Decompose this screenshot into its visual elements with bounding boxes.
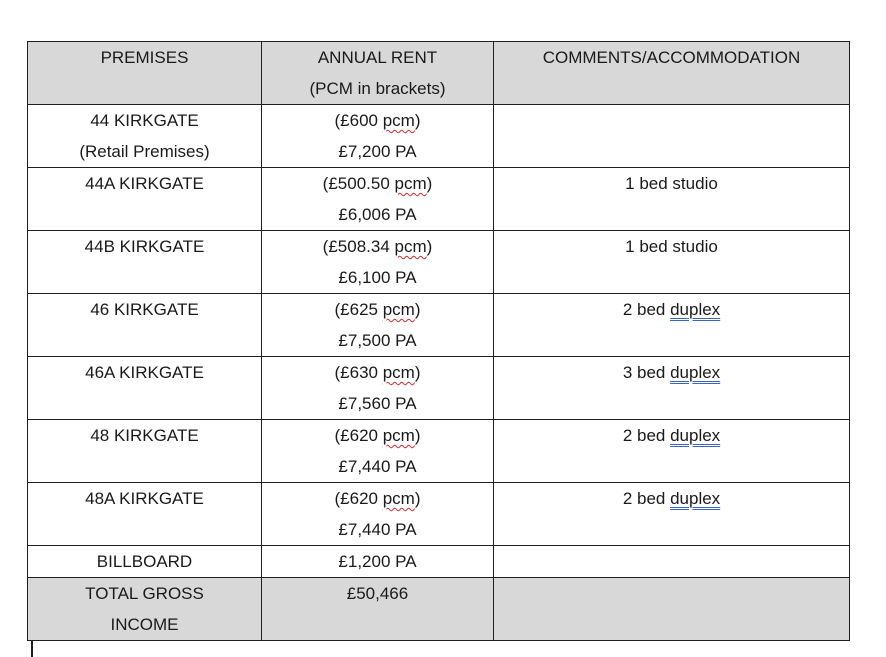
premises-cell: BILLBOARD (28, 546, 262, 578)
premises-cell (28, 483, 262, 546)
pcm-text: (£500.50 pcm) (322, 174, 433, 193)
table-row (28, 483, 850, 546)
rent-cell (262, 231, 494, 294)
comment-text: 1 bed studio (625, 174, 718, 193)
pcm-text: (£625 pcm) (334, 300, 421, 319)
comment-cell (494, 420, 850, 483)
pa-text: £7,500 PA (338, 331, 417, 350)
rent-cell (262, 483, 494, 546)
table-row (28, 168, 850, 231)
total-label-cell: TOTAL GROSS INCOME (28, 578, 262, 641)
premises-text: 46A KIRKGATE (85, 363, 204, 382)
premises-text: 44 KIRKGATE (90, 111, 199, 130)
comment-cell (494, 168, 850, 231)
pcm-text: (£600 pcm) (334, 111, 421, 130)
premises-text: 46 KIRKGATE (90, 300, 199, 319)
page-edge-line (31, 640, 33, 657)
comment-text: 2 bed duplex (622, 426, 721, 445)
header-premises: PREMISES (28, 42, 262, 105)
comment-cell (494, 231, 850, 294)
comment-cell (494, 105, 850, 168)
pa-text: £6,100 PA (338, 268, 417, 287)
comment-text: 3 bed duplex (622, 363, 721, 382)
table-row (28, 420, 850, 483)
table-row (28, 294, 850, 357)
table-row (28, 357, 850, 420)
premises-cell (28, 168, 262, 231)
comment-text: 2 bed duplex (622, 300, 721, 319)
premises-cell (28, 231, 262, 294)
premises-text: 44B KIRKGATE (84, 237, 205, 256)
rent-table (27, 41, 850, 641)
comment-cell (494, 483, 850, 546)
pcm-text: (£630 pcm) (334, 363, 421, 382)
premises-cell (28, 105, 262, 168)
header-comments: COMMENTS/ACCOMMODATION (494, 42, 850, 105)
rent-cell (262, 105, 494, 168)
total-value-cell: £50,466 (262, 578, 494, 641)
pcm-text: (£620 pcm) (334, 489, 421, 508)
table-row (28, 231, 850, 294)
pa-text: £7,440 PA (338, 457, 417, 476)
rent-cell (262, 294, 494, 357)
total-comment-cell (494, 578, 850, 641)
table-row (28, 105, 850, 168)
pa-text: £7,200 PA (338, 142, 417, 161)
comment-cell (494, 294, 850, 357)
table-row-total (28, 578, 850, 641)
pa-text: £7,440 PA (338, 520, 417, 539)
table-body (28, 105, 850, 641)
rent-cell (262, 357, 494, 420)
pa-text: £7,560 PA (338, 394, 417, 413)
premises-cell (28, 420, 262, 483)
premises-text: (Retail Premises) (79, 142, 210, 161)
comment-text: 2 bed duplex (622, 489, 721, 508)
header-annual-rent: ANNUAL RENT (PCM in brackets) (262, 42, 494, 105)
rent-cell: £1,200 PA (262, 546, 494, 578)
premises-text: 48A KIRKGATE (85, 489, 204, 508)
rent-cell (262, 420, 494, 483)
comment-text: 1 bed studio (625, 237, 718, 256)
pcm-text: (£620 pcm) (334, 426, 421, 445)
premises-text: 44A KIRKGATE (85, 174, 204, 193)
header-row (28, 42, 850, 105)
comment-cell (494, 546, 850, 578)
rent-cell (262, 168, 494, 231)
pcm-text: (£508.34 pcm) (322, 237, 433, 256)
premises-cell (28, 357, 262, 420)
pa-text: £6,006 PA (338, 205, 417, 224)
premises-cell (28, 294, 262, 357)
premises-text: 48 KIRKGATE (90, 426, 199, 445)
comment-cell (494, 357, 850, 420)
table-row-billboard (28, 546, 850, 578)
